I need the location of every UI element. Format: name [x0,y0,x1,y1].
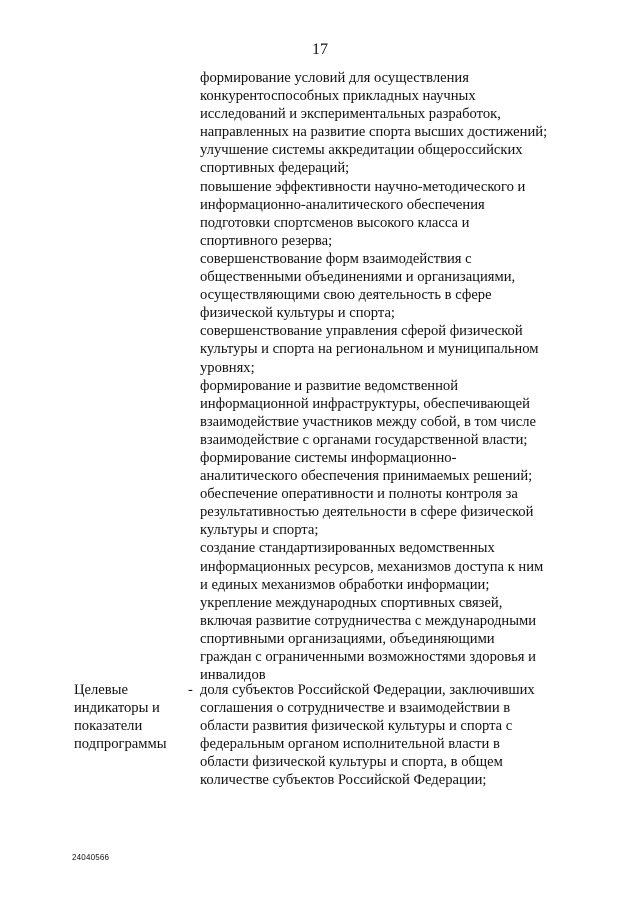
text-line: и единых механизмов обработки информации; [200,576,490,593]
text-line: доля субъектов Российской Федерации, заключивших [200,682,535,698]
text-line: области развития физической культуры и спорта с [200,718,513,735]
text-line: культуры и спорта на региональном и муниципальном [200,341,539,358]
separator-dash: - [188,682,193,698]
text-line: информационных ресурсов, механизмов доступа к ним [200,558,544,575]
text-line: исследований и экспериментальных разработок, [200,106,501,123]
text-line: совершенствование управления сферой физической [200,323,523,340]
text-line: взаимодействие с органами государственной власти; [200,431,528,448]
text-line: включая развитие сотрудничества с международными [200,612,537,629]
text-line: подготовки спортсменов высокого класса и [200,214,470,231]
text-line: улучшение системы аккредитации общероссийских [200,142,523,159]
text-line: направленных на развитие спорта высших достижений; [200,124,548,141]
document-code: 24040566 [72,853,110,862]
text-line: информационно-аналитического обеспечения [200,196,485,213]
text-line: формирование системы информационно- [200,449,457,466]
section-label [74,681,167,753]
text-line: результативностью деятельности в сфере физической [200,504,534,521]
text-line: области физической культуры и спорта, в общем [200,754,503,771]
text-line: взаимодействие участников между собой, в том числе [200,413,537,430]
text-line: информационной инфраструктуры, обеспечивающей [200,395,530,412]
text-line: спортивных федераций; [200,160,350,177]
text-line: федеральным органом исполнительной власти в [200,736,500,753]
text-line: обеспечение оперативности и полноты контроля за [200,486,518,503]
measures-list [200,69,547,684]
text-line: уровнях; [200,359,255,376]
text-line: спортивными организациями, объединяющими [200,630,495,647]
text-line: повышение эффективности научно-методического и [200,178,526,195]
text-line: физической культуры и спорта; [200,305,395,322]
label-line: Целевые [74,682,128,698]
label-line: подпрограммы [74,736,167,753]
text-line: формирование условий для осуществления [200,70,469,86]
text-line: спортивного резерва; [200,232,333,249]
text-line: соглашения о сотрудничестве и взаимодействии в [200,700,511,717]
text-line: осуществляющими свою деятельность в сфере [200,287,492,304]
label-line: индикаторы и [74,700,160,717]
text-line: культуры и спорта; [200,522,319,539]
text-line: создание стандартизированных ведомственных [200,540,495,557]
text-line: инвалидов [200,667,266,684]
label-line: показатели [74,718,143,735]
indicator-text [200,681,535,790]
text-line: аналитического обеспечения принимаемых решений; [200,468,533,485]
text-line: конкурентоспособных прикладных научных [200,88,476,105]
text-line: совершенствование форм взаимодействия с [200,250,472,267]
text-line: количестве субъектов Российской Федерации; [200,772,487,789]
text-line: граждан с ограниченными возможностями здоровья и [200,649,536,665]
page-number: 17 [312,41,328,58]
text-line: укрепление международных спортивных связей, [200,594,503,611]
text-line: формирование и развитие ведомственной [200,377,459,394]
text-line: общественными объединениями и организациями, [200,269,516,286]
